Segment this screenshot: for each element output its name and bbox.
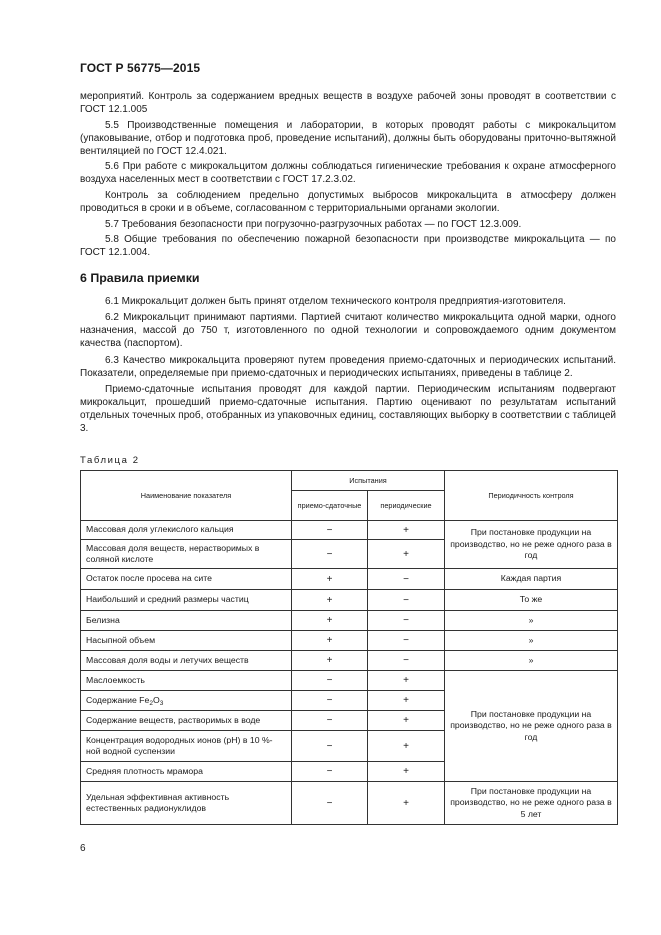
row-frequency: Каждая партия xyxy=(445,569,618,590)
row-periodic: + xyxy=(368,521,445,540)
row-name: Массовая доля воды и летучих веществ xyxy=(81,651,292,671)
row-periodic: + xyxy=(368,762,445,782)
row-frequency: » xyxy=(445,651,618,671)
paragraph: 5.6 При работе с микрокальцитом должны соблюдаться гигиенические требования к охране атмосферного воздуха населенных мест в соответствии с ГОСТ 17.2.3.02. xyxy=(80,161,616,186)
header-name: Наименование показателя xyxy=(81,471,292,521)
header-periodic: периодические xyxy=(368,491,445,521)
table-row xyxy=(81,590,618,611)
formula-sub: 2 xyxy=(149,699,153,707)
row-name: Удельная эффективная активность естественных радионуклидов xyxy=(81,782,292,825)
row-name: Маслоемкость xyxy=(81,671,292,691)
formula-mid: O xyxy=(152,694,160,705)
row-name xyxy=(81,691,292,711)
row-frequency: При постановке продукции на производство, но не реже одного раза в год xyxy=(445,521,618,569)
row-periodic: − xyxy=(368,651,445,671)
section-heading: 6 Правила приемки xyxy=(80,271,200,285)
row-name: Наибольший и средний размеры частиц xyxy=(81,590,292,611)
row-periodic: + xyxy=(368,540,445,569)
row-periodic: + xyxy=(368,731,445,762)
row-periodic: − xyxy=(368,590,445,611)
table-row xyxy=(81,782,618,825)
row-acceptance: − xyxy=(292,671,368,691)
section5-text xyxy=(80,90,616,262)
row-acceptance: + xyxy=(292,590,368,611)
table-header-row xyxy=(81,471,618,491)
row-name: Остаток после просева на сите xyxy=(81,569,292,590)
row-periodic: − xyxy=(368,569,445,590)
row-periodic: − xyxy=(368,631,445,651)
table-caption: Таблица 2 xyxy=(80,455,140,466)
formula-sub: 3 xyxy=(159,699,164,707)
row-acceptance: + xyxy=(292,611,368,631)
section6-text xyxy=(80,295,616,438)
table-row xyxy=(81,569,618,590)
table-row xyxy=(81,521,618,540)
row-name: Концентрация водородных ионов (рН) в 10 %-ной водной суспензии xyxy=(81,731,292,762)
row-periodic: + xyxy=(368,782,445,825)
row-acceptance: − xyxy=(292,521,368,540)
row-acceptance: − xyxy=(292,731,368,762)
page-number: 6 xyxy=(80,843,86,854)
row-name: Насыпной объем xyxy=(81,631,292,651)
row-acceptance: − xyxy=(292,540,368,569)
row-frequency: » xyxy=(445,631,618,651)
paragraph: 5.7 Требования безопасности при погрузочно-разгрузочных работах — по ГОСТ 12.3.009. xyxy=(105,218,522,230)
row-acceptance: − xyxy=(292,782,368,825)
row-periodic: + xyxy=(368,691,445,711)
row-name: Массовая доля веществ, нерастворимых в соляной кислоте xyxy=(81,540,292,569)
acceptance-table xyxy=(80,470,618,825)
paragraph: 6.1 Микрокальцит должен быть принят отделом технического контроля предприятия-изготовителя. xyxy=(105,296,566,307)
paragraph: мероприятий. Контроль за содержанием вредных веществ в воздухе рабочей зоны проводят в соответствии с ГОСТ 12.1.005 xyxy=(80,91,616,116)
row-frequency: При постановке продукции на производство, но не реже одного раза в 5 лет xyxy=(445,782,618,825)
row-acceptance: − xyxy=(292,711,368,731)
formula-prefix: Содержание Fe xyxy=(86,694,150,705)
header-acceptance: приемо-сдаточные xyxy=(292,491,368,521)
row-name: Средняя плотность мрамора xyxy=(81,762,292,782)
paragraph: 5.8 Общие требования по обеспечению пожарной безопасности при производстве микрокальцита — по ГОСТ 12.1.004. xyxy=(80,234,616,259)
row-acceptance: + xyxy=(292,631,368,651)
row-acceptance: + xyxy=(292,651,368,671)
row-periodic: + xyxy=(368,671,445,691)
row-acceptance: + xyxy=(292,569,368,590)
table-row xyxy=(81,651,618,671)
row-acceptance: − xyxy=(292,762,368,782)
row-periodic: + xyxy=(368,711,445,731)
row-periodic: − xyxy=(368,611,445,631)
header-frequency: Периодичность контроля xyxy=(445,471,618,521)
standard-header: ГОСТ Р 56775—2015 xyxy=(80,61,201,75)
paragraph: 5.5 Производственные помещения и лаборатории, в которых проводят работы с микрокальцитом (упаковывание, отбор и подготовка проб, проведение испытаний), должны быть оборудованы приточно-вытяжной вентиляцией по ГОСТ 12.4.021. xyxy=(80,119,616,157)
paragraph: 6.3 Качество микрокальцита проверяют путем проведения приемо-сдаточных и периодических испытаний. Показатели, определяемые при приемо-сдаточных и периодических испытаниях, приведены в таблице 2. xyxy=(80,354,616,379)
row-frequency: То же xyxy=(445,590,618,611)
table-row xyxy=(81,611,618,631)
table-row xyxy=(81,671,618,691)
paragraph: 6.2 Микрокальцит принимают партиями. Партией считают количество микрокальцита одной марки, одного назначения, массой до 750 т, изготовленного по одной технологии и сопровождаемого одним документом качества (паспортом). xyxy=(80,312,616,350)
paragraph: Приемо-сдаточные испытания проводят для каждой партии. Периодическим испытаниям подвергают микрокальцит, прошедший приемо-сдаточные испытания. Партию оценивают по результатам испытаний отдельных точечных проб, отобранных из упаковочных единиц, составляющих выборку в соответствии с таблицей 3. xyxy=(80,383,616,434)
paragraph: Контроль за соблюдением предельно допустимых выбросов микрокальцита в атмосферу должен проводиться в сроки и в объеме, согласованном с территориальными органами экологии. xyxy=(80,190,616,215)
row-name: Белизна xyxy=(81,611,292,631)
row-frequency: » xyxy=(445,611,618,631)
row-frequency: При постановке продукции на производство, но не реже одного раза в год xyxy=(445,671,618,782)
row-acceptance: − xyxy=(292,691,368,711)
row-name: Массовая доля углекислого кальция xyxy=(81,521,292,540)
row-name: Содержание веществ, растворимых в воде xyxy=(81,711,292,731)
header-tests: Испытания xyxy=(292,471,445,491)
table-row xyxy=(81,631,618,651)
